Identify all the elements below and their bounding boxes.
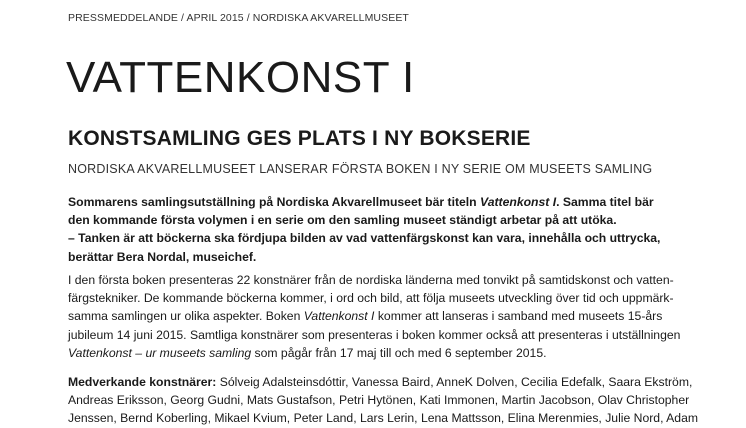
document-header: PRESSMEDDELANDE / APRIL 2015 / NORDISKA AKVARELLMUSEET xyxy=(68,12,409,24)
intro-line-3: – Tanken är att böckerna ska fördjupa bilden av vad vattenfärgskonst kan vara, innehålla och uttrycka, xyxy=(68,231,661,246)
artists-label: Medverkande konstnärer: xyxy=(68,375,217,389)
intro-book-title: Vattenkonst I xyxy=(480,195,557,209)
body-text: som pågår från 17 maj till och med 6 september 2015. xyxy=(251,345,547,360)
body-line-5 xyxy=(68,344,708,362)
page-title: VATTENKONST I xyxy=(66,53,415,102)
intro-line-2: den kommande första volymen i en serie om den samling museet ständigt arbetar på att utöka. xyxy=(68,213,617,228)
body-text: kommer att lanseras i samband med museets 15-års xyxy=(374,309,663,324)
body-line-1: I den första boken presenteras 22 konstnärer från de nordiska länderna med tonvikt på samtidskonst och vatten- xyxy=(68,273,674,287)
intro-text: Sommarens samlingsutställning på Nordiska Akvarellmuseet bär titeln xyxy=(68,195,481,209)
artists-line-2: Andreas Eriksson, Georg Gudni, Mats Gustafson, Petri Hytönen, Kati Immonen, Martin Jacobson, Olav Christopher xyxy=(68,393,690,408)
intro-paragraph xyxy=(68,193,708,266)
lead-caption: NORDISKA AKVARELLMUSEET LANSERAR FÖRSTA BOKEN I NY SERIE OM MUSEETS SAMLING xyxy=(68,162,653,176)
intro-line-4: berättar Bera Nordal, museichef. xyxy=(68,249,257,264)
body-line-2: färgstekniker. De kommande böckerna kommer, i ord och bild, att följa museets utveckling över tid och uppmärk- xyxy=(68,291,674,306)
artists-line-3: Jenssen, Bernd Koberling, Mikael Kvium, Peter Land, Lars Lerin, Lena Mattsson, Elina Merenmies, Julie Nord, Adam xyxy=(68,411,699,426)
exhibition-title: Vattenkonst – ur museets samling xyxy=(68,345,252,360)
intro-line-1 xyxy=(68,193,708,211)
intro-text: . Samma titel bär xyxy=(556,195,654,209)
body-book-title: Vattenkonst I xyxy=(303,309,375,324)
body-text: samma samlingen ur olika aspekter. Boken xyxy=(68,309,304,324)
artists-text: Sólveig Adalsteinsdóttir, Vanessa Baird, AnneK Dolven, Cecilia Edefalk, Saara Ekström, xyxy=(216,375,693,389)
artists-line-1 xyxy=(68,373,708,391)
body-paragraph xyxy=(68,271,708,362)
body-line-3 xyxy=(68,307,708,325)
subtitle: KONSTSAMLING GES PLATS I NY BOKSERIE xyxy=(68,127,531,150)
artists-paragraph xyxy=(68,373,708,428)
body-line-4: jubileum 14 juni 2015. Samtliga konstnärer som presenteras i boken kommer också att presenteras i utställningen xyxy=(68,327,681,342)
